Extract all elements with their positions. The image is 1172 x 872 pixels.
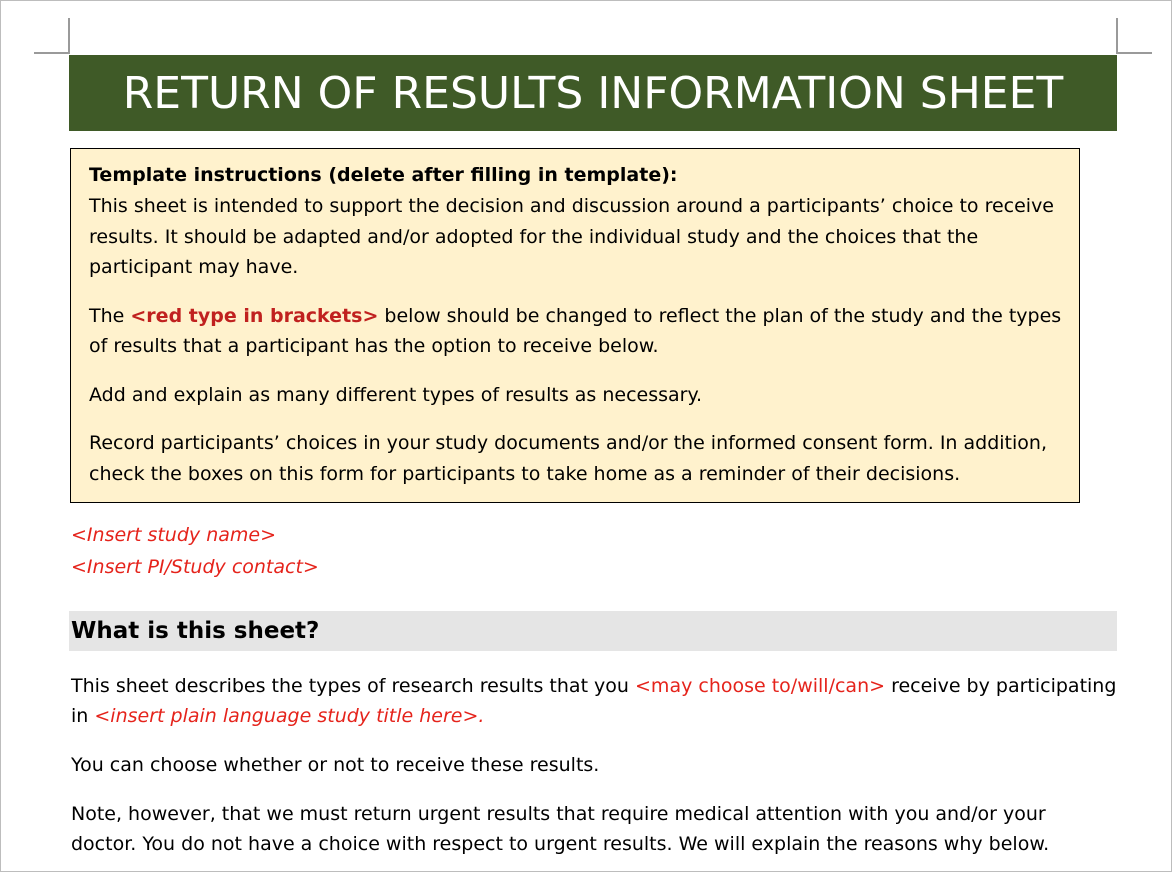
study-title-placeholder: <insert plain language study title here>. xyxy=(94,705,485,727)
template-instructions-box xyxy=(70,148,1080,503)
crop-mark-top-right-horizontal xyxy=(1116,52,1152,54)
instructions-paragraph-1: This sheet is intended to support the decision and discussion around a participants’ choice to receive results. It should be adapted and/or adopted for the individual study and the choices that the participant may have. xyxy=(89,195,1055,278)
study-contact-placeholder: <Insert PI/Study contact> xyxy=(71,556,319,578)
instructions-paragraph-2 xyxy=(89,301,1079,362)
instructions-paragraph-3: Add and explain as many different types of results as necessary. xyxy=(89,383,703,406)
instructions-p2-prefix: The xyxy=(89,304,131,327)
section-paragraph-1 xyxy=(71,671,1117,731)
document-title: RETURN OF RESULTS INFORMATION SHEET xyxy=(122,67,1064,119)
section-heading-bar xyxy=(69,611,1117,651)
section-heading: What is this sheet? xyxy=(71,618,320,644)
instructions-p2-suffix: below should be changed to reflect the plan of the study and the types of results that a participant has the option to receive below. xyxy=(89,304,1062,357)
instructions-heading: Template instructions (delete after filling in template): xyxy=(89,164,678,186)
crop-mark-top-left-horizontal xyxy=(34,52,70,54)
section-body xyxy=(71,671,1117,872)
crop-mark-top-right-vertical xyxy=(1116,18,1118,54)
p1-prefix: This sheet describes the types of research results that you xyxy=(71,675,636,697)
study-placeholders xyxy=(71,519,319,583)
p1-middle: receive by participating in xyxy=(71,675,1117,727)
section-paragraph-3: Note, however, that we must return urgent results that require medical attention with you and/or your doctor. You do not have a choice with respect to urgent results. We will explain the reasons why below. xyxy=(71,803,1050,855)
choice-placeholder: <may choose to/will/can> xyxy=(635,675,886,697)
red-type-example: <red type in brackets> xyxy=(130,304,379,327)
instructions-paragraph-4: Record participants’ choices in your study documents and/or the informed consent form. In addition, check the boxes on this form for participants to take home as a reminder of their decisions. xyxy=(89,432,1047,485)
section-paragraph-2: You can choose whether or not to receive these results. xyxy=(71,754,600,776)
crop-mark-top-left-vertical xyxy=(68,18,70,54)
study-name-placeholder: <Insert study name> xyxy=(71,524,276,546)
title-banner xyxy=(69,55,1117,131)
